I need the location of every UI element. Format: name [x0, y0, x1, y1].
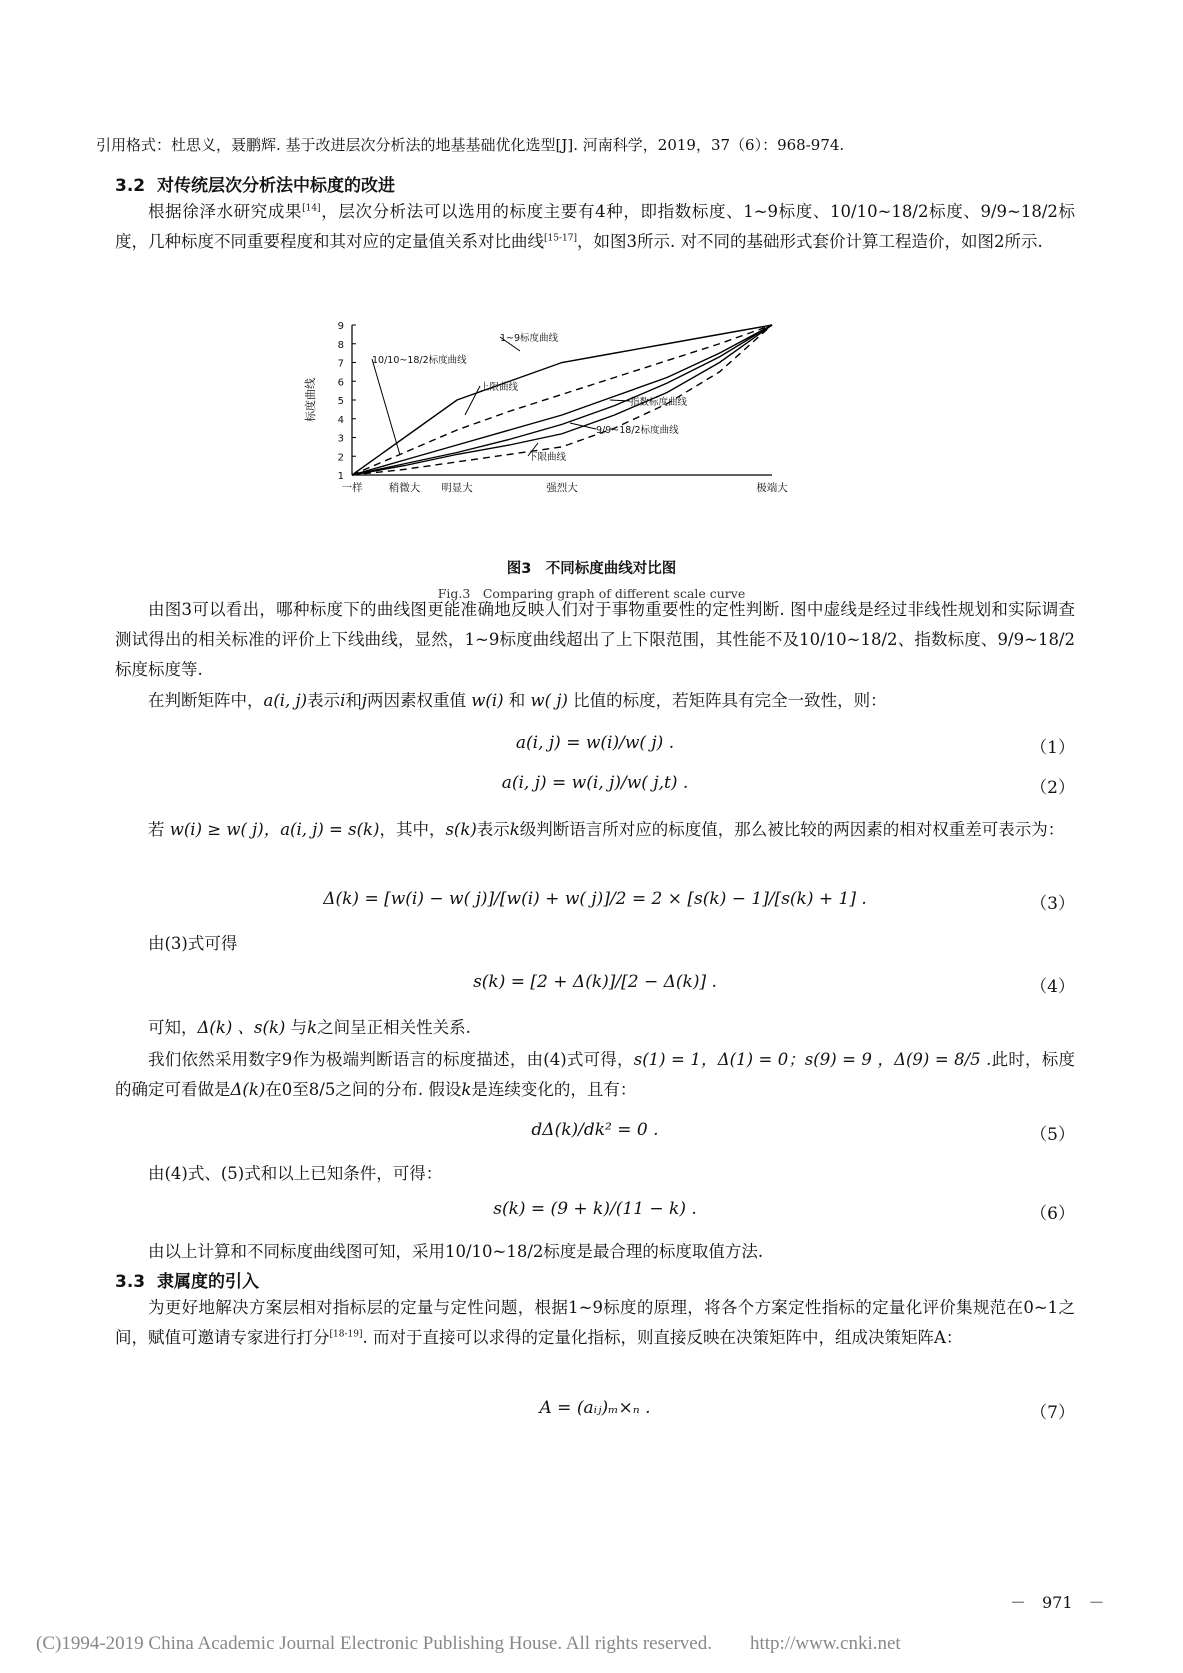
- text: 我们依然采用数字9作为极端判断语言的标度描述，由(4)式可得，: [148, 1050, 634, 1069]
- equation-number: （1）: [1030, 738, 1075, 758]
- math-j: j: [361, 691, 368, 710]
- series-label: 指数标度曲线: [630, 397, 688, 408]
- text: 此时，标度的确定可看做是: [115, 1050, 1075, 1099]
- label-leader: [372, 359, 400, 455]
- math-k: k: [509, 820, 520, 839]
- text: 在0至8/5之间的分布. 假设: [265, 1080, 462, 1099]
- equation-3: [115, 889, 1075, 917]
- y-axis-label: 标度曲线: [304, 378, 317, 422]
- page-number: － 971 －: [1010, 1593, 1105, 1612]
- equation-expr: a(i, j) = w(i, j)/w( j,t) .: [501, 773, 689, 793]
- section-3-3-heading: [115, 1267, 259, 1292]
- y-tick-label: 8: [337, 339, 344, 351]
- section-title: 对传统层次分析法中标度的改进: [157, 176, 395, 196]
- text: 表示: [307, 691, 341, 710]
- text: 与: [290, 1018, 308, 1037]
- y-tick-label: 3: [337, 433, 344, 445]
- text: 若: [148, 820, 165, 839]
- y-tick-label: 6: [337, 377, 344, 389]
- text: 可知，: [148, 1018, 198, 1037]
- y-tick-label: 9: [337, 321, 344, 332]
- section-3-2-heading: [115, 171, 395, 196]
- math-dk: Δ(k): [230, 1080, 266, 1099]
- chart-labels: [372, 332, 688, 463]
- equation-4: [115, 972, 1075, 1000]
- x-tick-label: 极端大: [756, 482, 788, 494]
- math-sk: s(k): [445, 820, 477, 839]
- series-label: 1~9标度曲线: [500, 333, 559, 344]
- text: 和: [345, 691, 362, 710]
- math-wj: w( j): [530, 691, 568, 710]
- text: 在判断矩阵中，: [148, 691, 264, 710]
- paragraph-from-3: 由(3)式可得: [148, 934, 238, 953]
- paragraph-analysis: 由图3可以看出，哪种标度下的曲线图更能准确地反映人们对于事物重要性的定性判断. 图中虚线是经过非线性规划和实际调查测试得出的相关标准的评价上下线曲线，显然，1~9标度曲线超出了上下限范围，其性能不及10/10~18/2、指数标度、9/9~18/2标度标度等.: [115, 600, 1075, 679]
- y-tick-label: 1: [337, 471, 344, 482]
- citation-ref: [18-19]: [329, 1329, 363, 1340]
- paragraph-conclusion: 由以上计算和不同标度曲线图可知，采用10/10~18/2标度是最合理的标度取值方法.: [148, 1242, 764, 1261]
- paragraph-matrix: [115, 686, 1075, 716]
- series-label: 上限曲线: [480, 382, 519, 393]
- text: 比值的标度，若矩阵具有完全一致性，则：: [573, 691, 887, 710]
- figure-3-chart: [300, 315, 860, 515]
- text: 是连续变化的，且有：: [471, 1080, 637, 1099]
- text: ，如图3所示. 对不同的基础形式套价计算工程造价，如图2所示.: [576, 232, 1043, 251]
- text: . 而对于直接可以求得的定量化指标，则直接反映在决策矩阵中，组成决策矩阵A：: [362, 1328, 963, 1347]
- math-wi: w(i): [471, 691, 504, 710]
- copyright-footer: (C)1994-2019 China Academic Journal Electronic Publishing House. All rights reserved. http://www.cnki.net: [36, 1633, 901, 1654]
- equation-expr: s(k) = [2 + Δ(k)]/[2 − Δ(k)] .: [473, 972, 717, 992]
- text: 级判断语言所对应的标度值，那么被比较的两因素的相对权重差可表示为：: [519, 820, 1065, 839]
- equation-5: [115, 1120, 1075, 1148]
- equation-6: [115, 1199, 1075, 1227]
- x-tick-label: 一样: [341, 482, 363, 494]
- text: ，层次分析法可以选用的标度主要有4种，即指数标度、1~9标度、10/10~18/2标度、9/9~18/2标度，几种标度不同重要程度和其对应的定量值关系对比曲线: [115, 202, 1075, 251]
- section-title: 隶属度的引入: [157, 1272, 259, 1292]
- text: 为更好地解决方案层相对指标层的定量与定性问题，根据1~9标度的原理，将各个方案定性指标的定量化评价集规范在0~1之间，赋值可邀请专家进行打分: [115, 1298, 1075, 1347]
- equation-number: （7）: [1030, 1403, 1075, 1423]
- math-dk-sk: Δ(k) 、s(k): [197, 1018, 286, 1037]
- x-tick-label: 明显大: [441, 482, 473, 494]
- citation-line: 引用格式：杜思义，聂鹏辉. 基于改进层次分析法的地基基础优化选型[J]. 河南科学，2019，37（6）：968-974.: [96, 136, 845, 154]
- equation-2: [115, 773, 1075, 801]
- equation-1: [115, 733, 1075, 761]
- equation-number: （6）: [1030, 1204, 1075, 1224]
- equation-expr: a(i, j) = w(i)/w( j) .: [515, 733, 675, 753]
- text: 两因素权重值: [367, 691, 467, 710]
- equation-expr: s(k) = (9 + k)/(11 − k) .: [493, 1199, 697, 1219]
- x-tick-label: 稍微大: [388, 482, 421, 494]
- x-tick-label: 强烈大: [546, 482, 578, 494]
- paragraph-membership: [115, 1293, 1075, 1353]
- y-tick-label: 2: [337, 452, 344, 464]
- equation-number: （2）: [1030, 778, 1075, 798]
- label-leader: [570, 423, 596, 429]
- equation-expr: Δ(k) = [w(i) − w( j)]/[w(i) + w( j)]/2 = 2 × [s(k) − 1]/[s(k) + 1] .: [323, 889, 867, 909]
- series-label: 10/10~18/2标度曲线: [372, 355, 467, 366]
- paragraph-extreme-scale: [115, 1045, 1075, 1105]
- equation-number: （4）: [1030, 977, 1075, 997]
- series-label: 下限曲线: [528, 452, 567, 463]
- paragraph-correlation: [115, 1013, 1075, 1043]
- math-condition: w(i) ≥ w( j)，a(i, j) = s(k): [169, 820, 380, 839]
- text: 根据徐泽水研究成果: [148, 202, 303, 221]
- citation-ref: [14]: [302, 203, 321, 214]
- equation-number: （3）: [1030, 894, 1075, 914]
- equation-number: （5）: [1030, 1125, 1075, 1145]
- section-number: 3.2: [115, 176, 146, 196]
- series-label: 9/9~18/2标度曲线: [596, 425, 679, 436]
- y-tick-label: 5: [337, 396, 344, 407]
- text: ，其中，: [379, 820, 446, 839]
- equation-expr: dΔ(k)/dk² = 0 .: [531, 1120, 659, 1140]
- equation-expr: A = (aᵢⱼ)ₘ×ₙ .: [539, 1398, 651, 1418]
- figure-caption-en: Fig.3 Comparing graph of different scale curve: [437, 586, 746, 601]
- text: 表示: [476, 820, 510, 839]
- math-values: s(1) = 1，Δ(1) = 0；s(9) = 9 ，Δ(9) = 8/5 .: [633, 1050, 992, 1069]
- math-i: i: [340, 691, 346, 710]
- citation-ref: [15-17]: [544, 233, 577, 244]
- math-k: k: [307, 1018, 318, 1037]
- math-k: k: [461, 1080, 472, 1099]
- math-aij: a(i, j): [263, 691, 308, 710]
- equation-7: [115, 1398, 1075, 1426]
- y-tick-label: 7: [337, 358, 344, 370]
- paragraph-weight-diff: [115, 815, 1075, 845]
- section-number: 3.3: [115, 1272, 146, 1292]
- label-leader: [465, 386, 480, 415]
- figure-caption-cn: 图3 不同标度曲线对比图: [506, 561, 677, 577]
- text: 之间呈正相关性关系.: [317, 1018, 471, 1037]
- paragraph-intro: [115, 197, 1075, 257]
- y-tick-label: 4: [337, 414, 344, 426]
- text: 和: [508, 691, 526, 710]
- paragraph-from-4-5: 由(4)式、(5)式和以上已知条件，可得：: [148, 1164, 443, 1183]
